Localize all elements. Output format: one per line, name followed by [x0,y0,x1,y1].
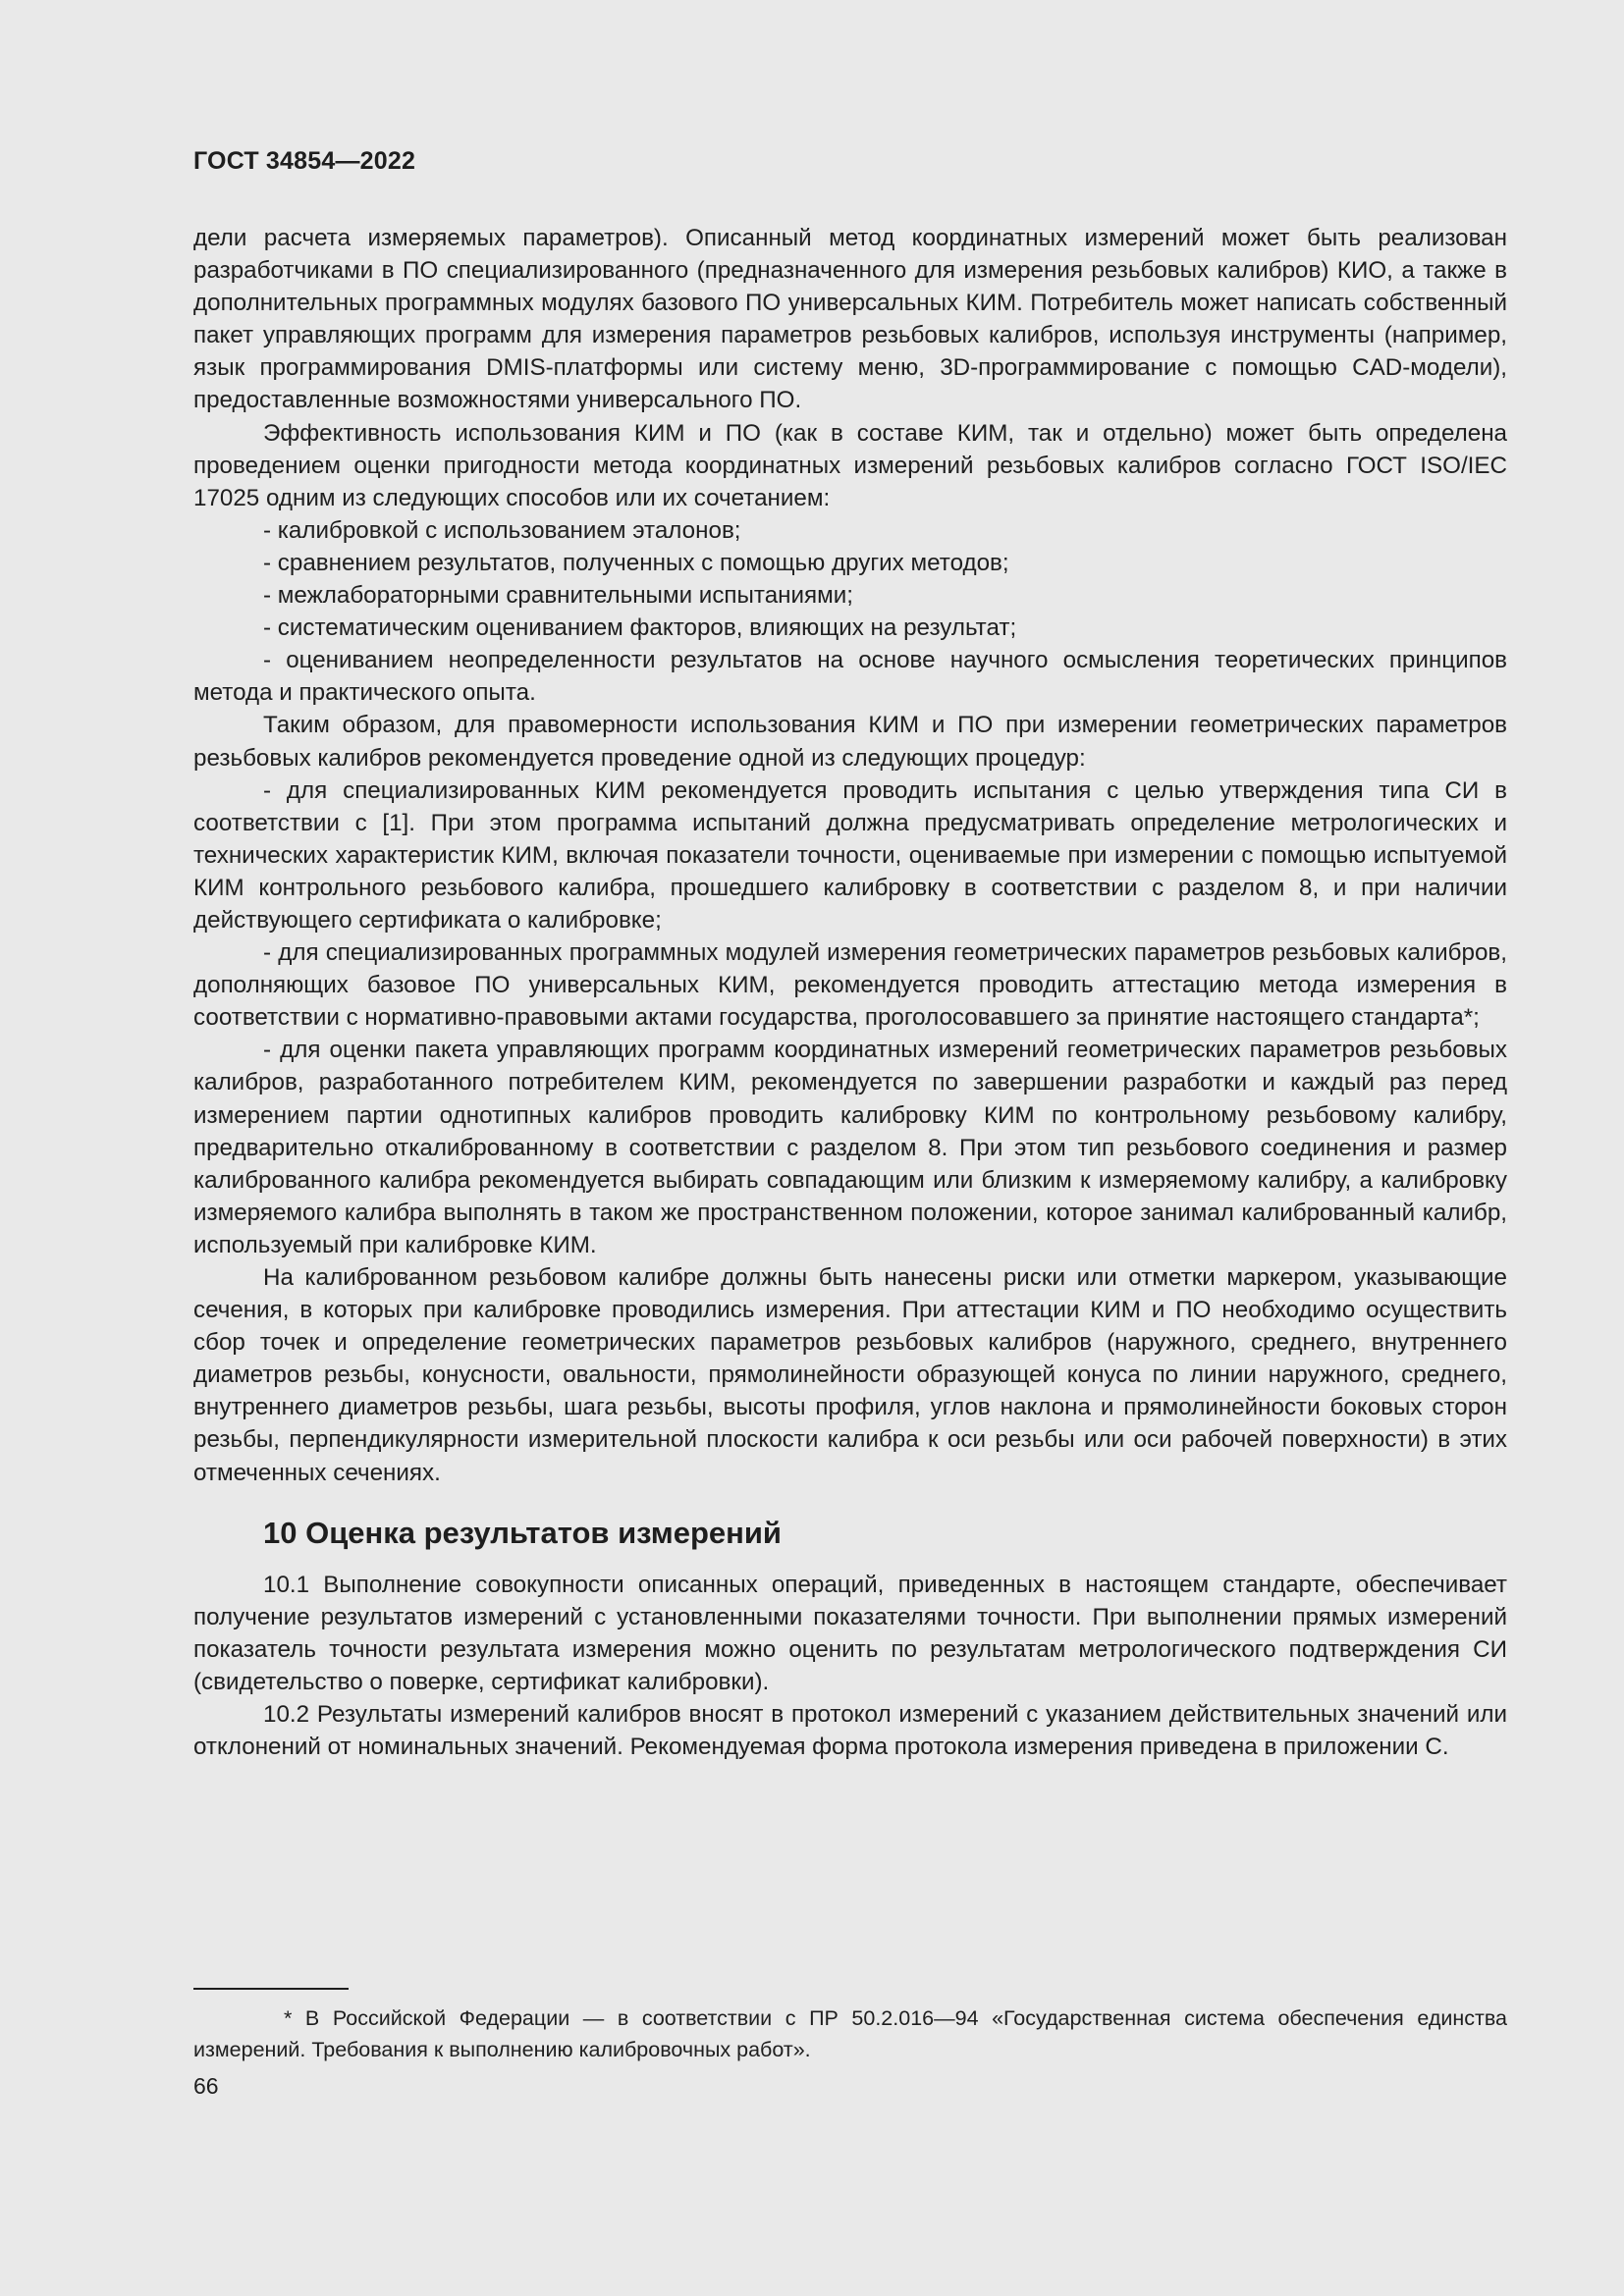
list-item-software-modules: - для специализированных программных модулей измерения геометрических параметров резьбовых калибров, дополняющих базовое ПО универсальных КИМ, рекомендуется проводить аттестацию метода измерения в соответствии с нормативно-правовыми актами государства, проголосовавшего за принятие настоящего стандарта*; [193,939,1507,1032]
paragraph-effectiveness: Эффективность использования КИМ и ПО (как в составе КИМ, так и отдельно) может быть определена проведением оценки пригодности метода координатных измерений резьбовых калибров согласно ГОСТ ISO/IEC 17025 одним из следующих способов или их сочетанием: [193,419,1507,511]
list-item-uncertainty: - оцениванием неопределенности результатов на основе научного осмысления теоретических принципов метода и практического опыта. [193,647,1507,707]
footnote: * В Российской Федерации — в соответствии с ПР 50.2.016—94 «Государственная система обеспечения единства измерений. Требования к выполнению калибровочных работ». [193,2006,1507,2061]
document-body [193,222,1507,1763]
footnote-divider [193,1988,349,1990]
clause-10-1: 10.1 Выполнение совокупности описанных операций, приведенных в настоящем стандарте, обеспечивает получение результатов измерений с установленными показателями точности. При выполнении прямых измерений показатель точности результата измерения можно оценить по результатам метрологического подтверждения СИ (свидетельство о поверке, сертификат калибровки). [193,1571,1507,1695]
list-item-interlab: - межлабораторными сравнительными испытаниями; [263,582,853,610]
list-item-specialized-cmm: - для специализированных КИМ рекомендуется проводить испытания с целью утверждения типа СИ в соответствии с [1]. При этом программа испытаний должна предусматривать определение метрологических и технических характеристик КИМ, включая показатели точности, оцениваемые при измерении с помощью испытуемой КИМ контрольного резьбового калибра, прошедшего калибровку в соответствии с разделом 8, и при наличии действующего сертификата о калибровке; [193,776,1507,934]
document-page [193,0,1507,2296]
paragraph-marking: На калиброванном резьбовом калибре должны быть нанесены риски или отметки маркером, указывающие сечения, в которых при калибровке проводились измерения. При аттестации КИМ и ПО необходимо осуществить сбор точек и определение геометрических параметров резьбовых калибров (наружного, среднего, внутреннего диаметров резьбы, конусности, овальности, прямолинейности образующей конуса по линии наружного, среднего, внутреннего диаметров резьбы, шага резьбы, высоты профиля, углов наклона и прямолинейности боковых сторон резьбы, перпендикулярности измерительной плоскости калибра к оси резьбы или оси рабочей поверхности) в этих отмеченных сечениях. [193,1264,1507,1486]
document-code-header: ГОСТ 34854—2022 [193,147,416,175]
paragraph-procedures: Таким образом, для правомерности использования КИМ и ПО при измерении геометрических параметров резьбовых калибров рекомендуется проведение одной из следующих процедур: [193,712,1507,772]
paragraph-continuation: дели расчета измеряемых параметров). Описанный метод координатных измерений может быть реализован разработчиками в ПО специализированного (предназначенного для измерения резьбовых калибров) КИО, а также в дополнительных программных модулях базового ПО универсальных КИМ. Потребитель может написать собственный пакет управляющих программ для измерения параметров резьбовых калибров, используя инструменты (например, язык программирования DMIS-платформы или систему меню, 3D-программирование с помощью CAD-модели), предоставленные возможностями универсального ПО. [193,225,1507,414]
list-item-comparison: - сравнением результатов, полученных с помощью других методов; [263,549,1009,576]
list-item-program-package: - для оценки пакета управляющих программ координатных измерений геометрических параметров резьбовых калибров, разработанного потребителем КИМ, рекомендуется по завершении разработки и каждый раз перед измерением партии однотипных калибров проводить калибровку КИМ по контрольному резьбовому калибру, предварительно откалиброванному в соответствии с разделом 8. При этом тип резьбового соединения и размер калиброванного калибра рекомендуется выбирать совпадающим или близким к измеряемому калибру, а калибровку измеряемого калибра выполнять в таком же пространственном положении, которое занимал калиброванный калибр, используемый при калибровке КИМ. [193,1037,1507,1258]
list-item-systematic: - систематическим оцениванием факторов, влияющих на результат; [263,614,1017,642]
section-title: 10 Оценка результатов измерений [263,1515,782,1550]
list-item-calibration: - калибровкой с использованием эталонов; [263,516,741,544]
clause-10-2: 10.2 Результаты измерений калибров вносят в протокол измерений с указанием действительных значений или отклонений от номинальных значений. Рекомендуемая форма протокола измерения приведена в приложении С. [193,1701,1507,1761]
page-number: 66 [193,2073,219,2099]
